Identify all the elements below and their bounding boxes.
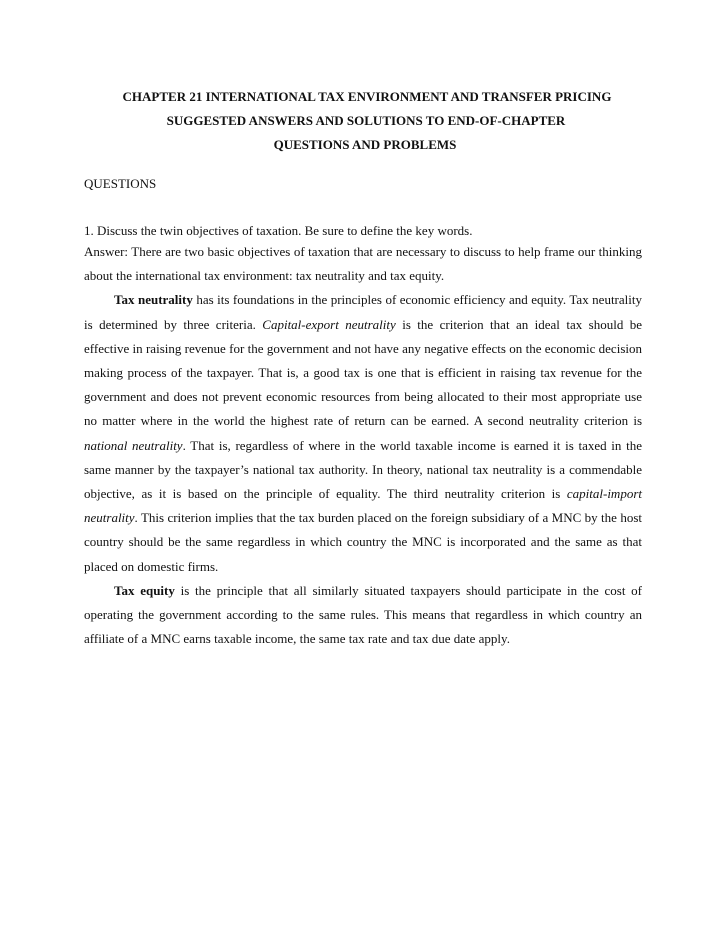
- question-1: 1. Discuss the twin objectives of taxation. Be sure to define the key words.: [84, 223, 473, 238]
- chapter-header: [0, 85, 728, 157]
- answer-block: [84, 240, 642, 651]
- tax-neutrality-text-b: is the criterion that an ideal tax should be effective in raising revenue for the government and not have any negative effects on the economic decision making process of the taxpayer. That is, a good tax is one that is efficient in raising tax revenue for the government and does not prevent economic resources from being allocated to their most appropriate use no matter where in the world the highest rate of return can be earned. A second neutrality criterion is: [84, 316, 643, 429]
- section-heading: QUESTIONS: [84, 176, 157, 191]
- chapter-subtitle-continued: QUESTIONS AND PROBLEMS: [273, 137, 457, 152]
- answer-intro: Answer: There are two basic objectives of taxation that are necessary to discuss to help frame our thinking about the international tax environment: tax neutrality and tax equity.: [84, 244, 642, 284]
- tax-equity-term: Tax equity: [114, 582, 175, 598]
- tax-neutrality-text-a: has its foundations in the principles of economic efficiency and equity. Tax neutrality is determined by three criteria.: [84, 292, 642, 332]
- capital-import-neutrality-term: capital-import neutrality: [84, 486, 642, 526]
- capital-export-neutrality-term: Capital-export neutrality: [262, 316, 396, 332]
- tax-equity-text: is the principle that all similarly situated taxpayers should participate in the cost of operating the government according to the same rules. This means that regardless in which country an affiliate of a MNC earns taxable income, the same tax rate and tax due date apply.: [84, 582, 642, 647]
- tax-neutrality-paragraph: [84, 288, 642, 578]
- tax-equity-paragraph: [84, 579, 642, 652]
- chapter-title: CHAPTER 21 INTERNATIONAL TAX ENVIRONMENT AND TRANSFER PRICING: [122, 89, 612, 104]
- national-neutrality-term: national neutrality: [84, 437, 183, 453]
- tax-neutrality-text-d: . This criterion implies that the tax burden placed on the foreign subsidiary of a MNC by the host country should be the same regardless in which country the MNC is incorporated and the same as that placed on domestic firms.: [84, 510, 642, 574]
- chapter-subtitle: SUGGESTED ANSWERS AND SOLUTIONS TO END-OF-CHAPTER: [166, 113, 566, 128]
- tax-neutrality-text-c: . That is, regardless of where in the world taxable income is earned it is taxed in the same manner by the taxpayer’s national tax authority. In theory, national tax neutrality is a commendable objective, as it is based on the principle of equality. The third neutrality criterion is: [84, 437, 643, 502]
- tax-neutrality-term: Tax neutrality: [114, 292, 193, 308]
